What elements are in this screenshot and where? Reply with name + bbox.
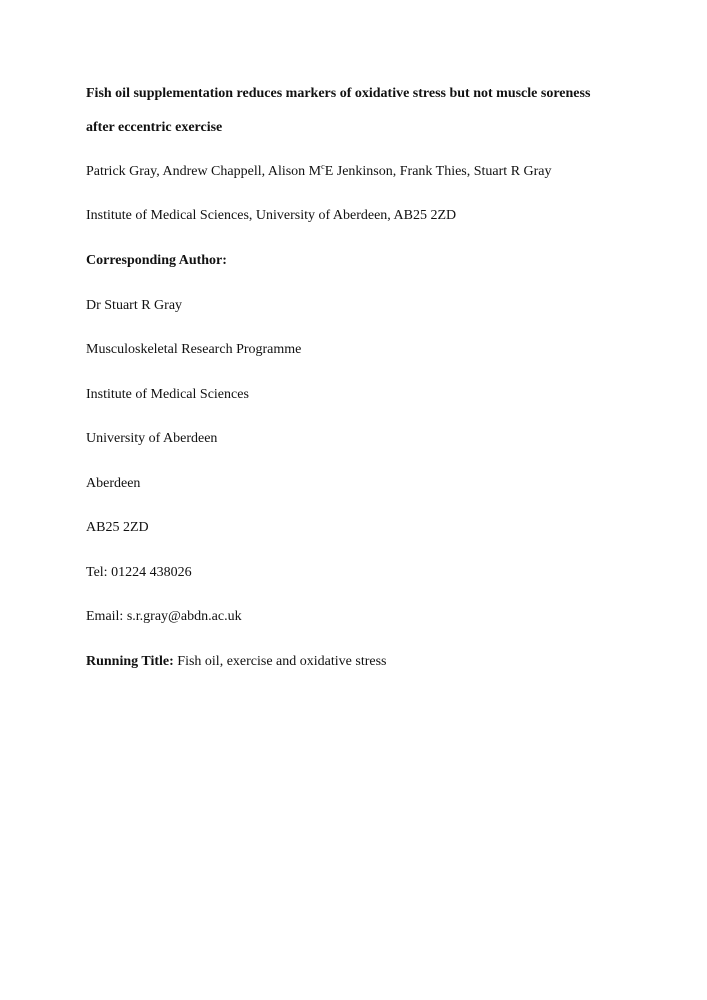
corresponding-postcode: AB25 2ZD xyxy=(86,520,149,535)
corresponding-department: Musculoskeletal Research Programme xyxy=(86,342,302,357)
corresponding-author-heading: Corresponding Author: xyxy=(86,253,227,268)
title-line-1: Fish oil supplementation reduces markers of oxidative stress but not muscle soreness xyxy=(86,86,591,101)
running-title-text: Fish oil, exercise and oxidative stress xyxy=(173,654,387,669)
corresponding-name: Dr Stuart R Gray xyxy=(86,298,183,313)
running-title-label: Running Title: xyxy=(86,654,174,669)
authors-part-1: Patrick Gray, Andrew Chappell, Alison M xyxy=(86,164,322,179)
authors-part-2: E Jenkinson, Frank Thies, Stuart R Gray xyxy=(324,164,552,179)
corresponding-institute: Institute of Medical Sciences xyxy=(86,387,249,402)
affiliation: Institute of Medical Sciences, University of Aberdeen, AB25 2ZD xyxy=(86,208,457,223)
authors-superscript: c xyxy=(321,162,325,171)
author-list xyxy=(86,163,552,181)
corresponding-city: Aberdeen xyxy=(86,476,141,491)
corresponding-email: Email: s.r.gray@abdn.ac.uk xyxy=(86,609,242,624)
corresponding-telephone: Tel: 01224 438026 xyxy=(86,565,192,580)
running-title xyxy=(86,653,386,671)
title-line-2: after eccentric exercise xyxy=(86,120,223,135)
corresponding-university: University of Aberdeen xyxy=(86,431,218,446)
